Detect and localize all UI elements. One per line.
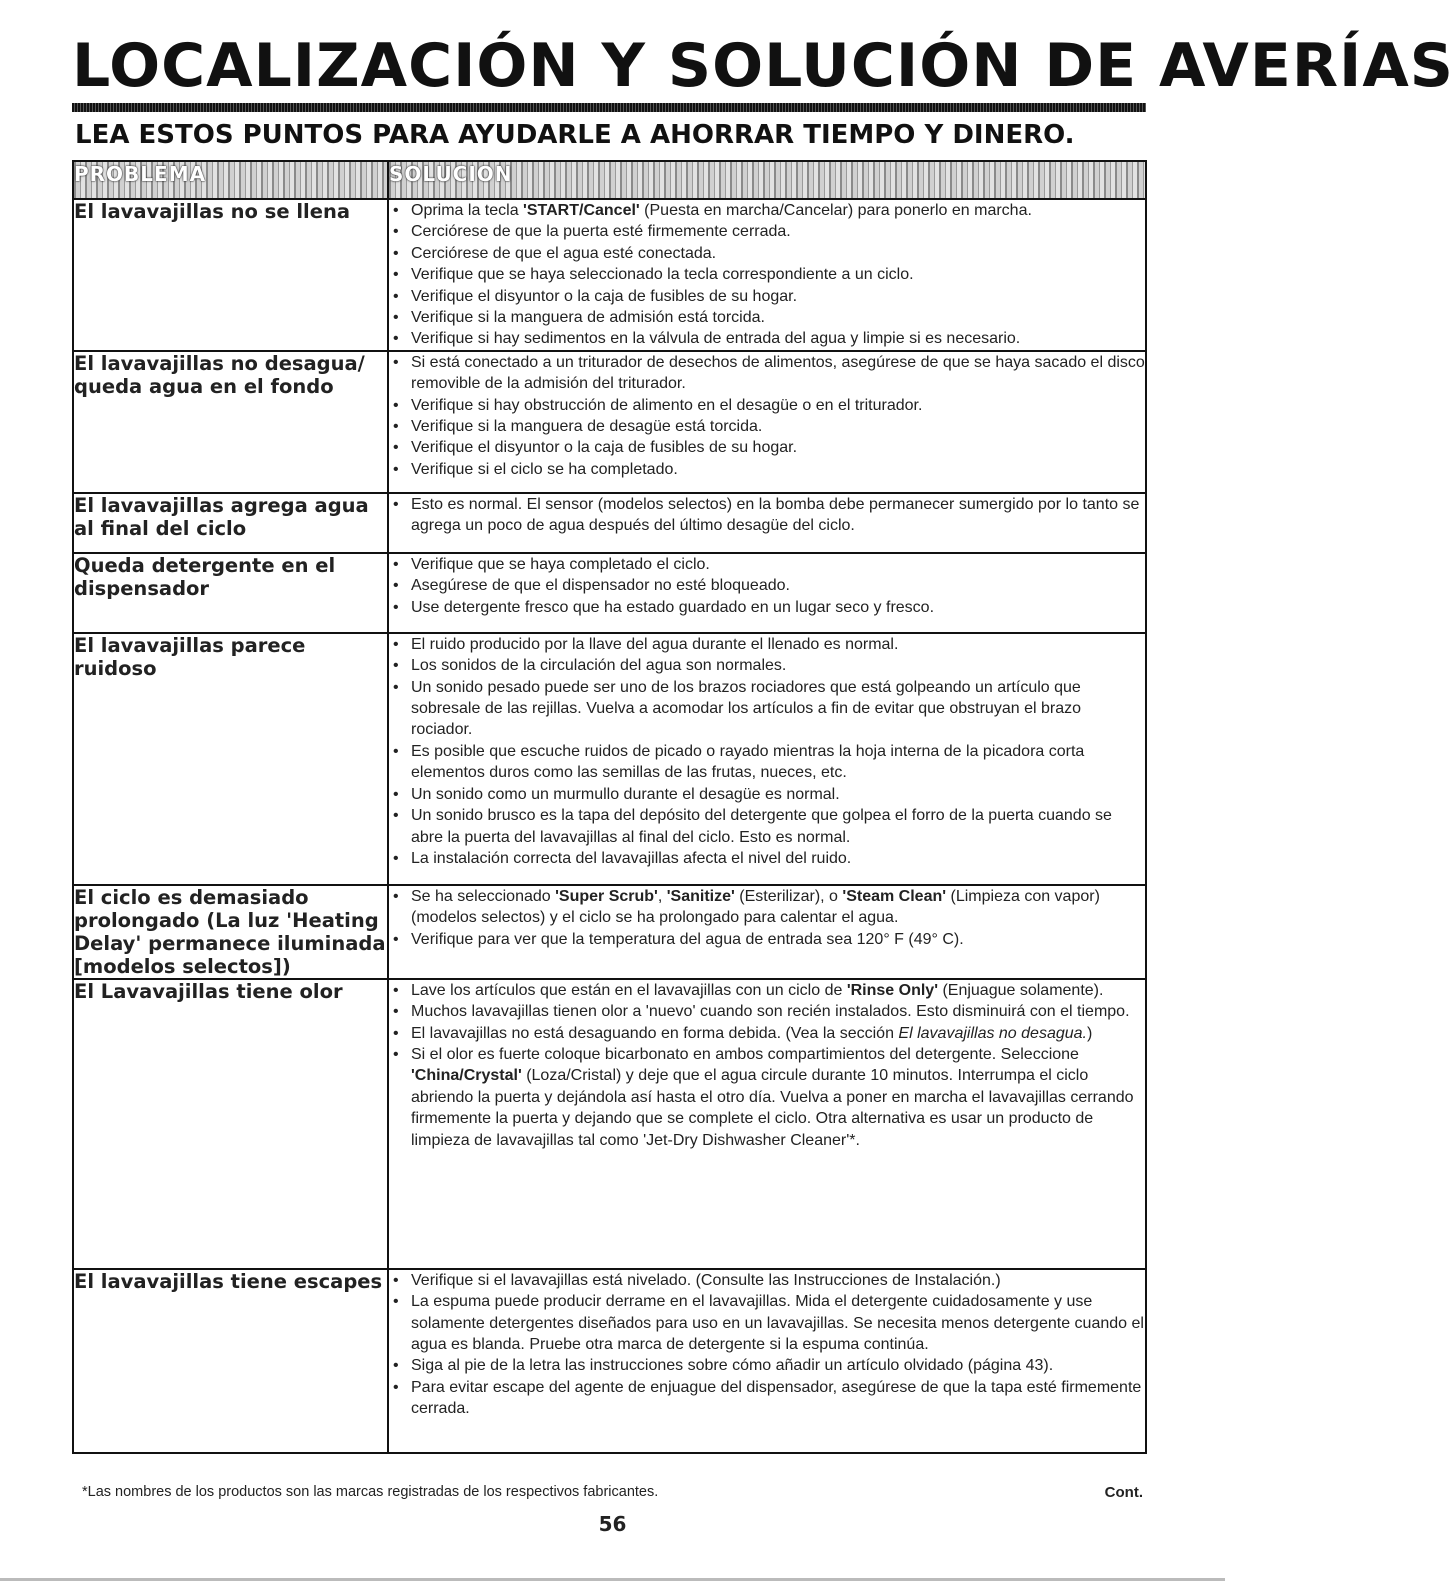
text-segment: (Enjuague solamente).	[938, 981, 1104, 999]
text-segment: El lavavajillas no está desaguando en forma debida. (Vea la sección	[411, 1024, 899, 1042]
solution-list	[389, 352, 1145, 480]
solution-list	[389, 886, 1145, 950]
text-segment: Un sonido brusco es la tapa del depósito del detergente que golpea el forro de la puerta cuando se abre la puerta del lavavajillas al final del ciclo. Esto es normal.	[411, 807, 1112, 846]
bold-text: 'Rinse Only'	[846, 981, 938, 999]
text-segment: Verifique si la manguera de admisión está torcida.	[411, 309, 765, 327]
solution-cell	[388, 351, 1146, 493]
troubleshooting-table	[72, 160, 1147, 1454]
text-segment: Siga al pie de la letra las instrucciones sobre cómo añadir un artículo olvidado (página 43).	[411, 1357, 1054, 1375]
text-segment: Asegúrese de que el dispensador no esté bloqueado.	[411, 577, 790, 595]
text-segment: Verifique que se haya seleccionado la tecla correspondiente a un ciclo.	[411, 266, 914, 284]
solution-list	[389, 554, 1145, 618]
list-item	[389, 200, 1145, 221]
list-item	[389, 243, 1145, 264]
text-segment: El ruido producido por la llave del agua durante el llenado es normal.	[411, 635, 899, 653]
list-item	[389, 980, 1145, 1001]
bold-text: 'Steam Clean'	[842, 887, 947, 905]
problem-cell: El ciclo es demasiado prolongado (La luz 'Heating Delay' permanece iluminada [modelos selectos])	[73, 885, 388, 979]
list-item	[389, 1355, 1145, 1376]
title-rule	[72, 103, 1146, 112]
list-item	[389, 1044, 1145, 1151]
solution-cell	[388, 885, 1146, 979]
table-row	[73, 493, 1146, 553]
list-item	[389, 221, 1145, 242]
list-item	[389, 494, 1145, 537]
solution-cell	[388, 1269, 1146, 1453]
text-segment: )	[1086, 1024, 1093, 1042]
text-segment: (Puesta en marcha/Cancelar) para ponerlo en marcha.	[639, 202, 1032, 219]
text-segment: Se ha seleccionado	[411, 887, 556, 905]
text-segment: Oprima la tecla	[411, 202, 524, 219]
text-segment: ,	[657, 887, 667, 905]
problem-cell: El lavavajillas no desagua/ queda agua en el fondo	[73, 351, 388, 493]
list-item	[389, 1291, 1145, 1355]
list-item	[389, 416, 1145, 437]
header-solution: SOLUCION	[388, 161, 1146, 199]
list-item	[389, 634, 1145, 655]
list-item	[389, 307, 1145, 328]
list-item	[389, 395, 1145, 416]
solution-cell	[388, 553, 1146, 633]
page-title: LOCALIZACIÓN Y SOLUCIÓN DE AVERÍAS	[72, 31, 1454, 101]
list-item	[389, 437, 1145, 458]
page-number: 56	[598, 1512, 627, 1536]
list-item	[389, 264, 1145, 285]
table-row	[73, 1269, 1146, 1453]
text-segment: Verifique para ver que la temperatura del agua de entrada sea 120° F (49° C).	[411, 930, 964, 948]
list-item	[389, 848, 1145, 869]
text-segment: (Loza/Cristal) y deje que el agua circule durante 10 minutos. Interrumpa el ciclo abriendo la puerta y dejándola así hasta el otro día. Vuelva a poner en marcha el lavavajillas cerrando firmemente la puerta y dejando que se complete el ciclo. Otra alternativa es usar un producto de limpieza de lavavajillas tal como 'Jet-Dry Dishwasher Cleaner'*.	[411, 1067, 1134, 1149]
italic-text: El lavavajillas no desagua.	[898, 1024, 1087, 1042]
text-segment: Un sonido como un murmullo durante el desagüe es normal.	[411, 785, 840, 803]
text-segment: La espuma puede producir derrame en el lavavajillas. Mida el detergente cuidadosamente y use solamente detergentes diseñados para uso en un lavavajillas. Se necesita menos detergente cuando el agua es blanda. Pruebe otra marca de detergente si la espuma continúa.	[411, 1293, 1144, 1354]
list-item	[389, 459, 1145, 480]
continued-label: Cont.	[1104, 1484, 1143, 1501]
list-item	[389, 741, 1145, 784]
text-segment: Verifique si hay sedimentos en la válvula de entrada del agua y limpie si es necesario.	[411, 330, 1021, 348]
text-segment: Los sonidos de la circulación del agua son normales.	[411, 657, 787, 675]
list-item	[389, 1270, 1145, 1291]
solution-list	[389, 1270, 1145, 1420]
solution-list	[389, 980, 1145, 1151]
list-item	[389, 655, 1145, 676]
list-item	[389, 1001, 1145, 1022]
text-segment: Verifique si el ciclo se ha completado.	[411, 460, 678, 478]
table-row	[73, 199, 1146, 351]
text-segment: Si está conectado a un triturador de desechos de alimentos, asegúrese de que se haya sacado el disco removible de la admisión del triturador.	[411, 353, 1145, 393]
text-segment: Lave los artículos que están en el lavavajillas con un ciclo de	[411, 981, 847, 999]
text-segment: Verifique que se haya completado el ciclo.	[411, 555, 710, 573]
text-segment: Si el olor es fuerte coloque bicarbonato en ambos compartimientos del detergente. Seleccione	[411, 1046, 1079, 1064]
list-item	[389, 328, 1145, 349]
text-segment: Esto es normal. El sensor (modelos selectos) en la bomba debe permanecer sumergido por lo tanto se agrega un poco de agua después del último desagüe del ciclo.	[411, 495, 1140, 535]
text-segment: (Limpieza con vapor) (modelos selectos) y el ciclo se ha prolongado para calentar el agua.	[411, 887, 1100, 927]
problem-cell: El lavavajillas parece ruidoso	[73, 633, 388, 885]
table-body	[73, 199, 1146, 1453]
list-item	[389, 286, 1145, 307]
text-segment: Cerciórese de que la puerta esté firmemente cerrada.	[411, 223, 791, 241]
list-item	[389, 554, 1145, 575]
solution-cell	[388, 199, 1146, 351]
solution-cell	[388, 979, 1146, 1269]
text-segment: Use detergente fresco que ha estado guardado en un lugar seco y fresco.	[411, 598, 935, 616]
problem-cell: El lavavajillas no se llena	[73, 199, 388, 351]
list-item	[389, 677, 1145, 741]
bold-text: 'START/Cancel'	[523, 202, 640, 219]
table-row	[73, 351, 1146, 493]
list-item	[389, 784, 1145, 805]
text-segment: Verifique si hay obstrucción de alimento en el desagüe o en el triturador.	[411, 396, 923, 414]
list-item	[389, 352, 1145, 395]
list-item	[389, 1377, 1145, 1420]
solution-list	[389, 200, 1145, 350]
bold-text: 'Sanitize'	[666, 887, 735, 905]
table-row	[73, 885, 1146, 979]
solution-cell	[388, 633, 1146, 885]
solution-cell	[388, 493, 1146, 553]
list-item	[389, 805, 1145, 848]
text-segment: Verifique el disyuntor o la caja de fusibles de su hogar.	[411, 439, 798, 457]
text-segment: (Esterilizar), o	[734, 887, 843, 905]
problem-cell: El lavavajillas tiene escapes	[73, 1269, 388, 1453]
list-item	[389, 575, 1145, 596]
text-segment: Es posible que escuche ruidos de picado o rayado mientras la hoja interna de la picadora corta elementos duros como las semillas de las frutas, nueces, etc.	[411, 742, 1085, 782]
text-segment: La instalación correcta del lavavajillas afecta el nivel del ruido.	[411, 849, 852, 867]
text-segment: Cerciórese de que el agua esté conectada.	[411, 244, 717, 262]
footnote: *Las nombres de los productos son las marcas registradas de los respectivos fabricantes.	[82, 1484, 659, 1500]
text-segment: Verifique el disyuntor o la caja de fusibles de su hogar.	[411, 287, 798, 305]
page-subtitle: LEA ESTOS PUNTOS PARA AYUDARLE A AHORRAR TIEMPO Y DINERO.	[75, 120, 1075, 150]
list-item	[389, 1023, 1145, 1044]
text-segment: Para evitar escape del agente de enjuague del dispensador, asegúrese de que la tapa esté firmemente cerrada.	[411, 1378, 1142, 1418]
table-row	[73, 553, 1146, 633]
header-problem: PROBLEMA	[73, 161, 388, 199]
problem-cell: El lavavajillas agrega agua al final del ciclo	[73, 493, 388, 553]
text-segment: Un sonido pesado puede ser uno de los brazos rociadores que está golpeando un artículo que sobresale de las rejillas. Vuelva a acomodar los artículos a fin de evitar que obstruyan el brazo rociador.	[411, 678, 1081, 739]
solution-list	[389, 634, 1145, 869]
problem-cell: Queda detergente en el dispensador	[73, 553, 388, 633]
table-row	[73, 979, 1146, 1269]
table-row	[73, 633, 1146, 885]
list-item	[389, 929, 1145, 950]
list-item	[389, 597, 1145, 618]
bold-text: 'China/Crystal'	[411, 1067, 522, 1085]
solution-list	[389, 494, 1145, 537]
list-item	[389, 886, 1145, 929]
text-segment: Muchos lavavajillas tienen olor a 'nuevo' cuando son recién instalados. Esto disminuirá con el tiempo.	[411, 1003, 1130, 1021]
text-segment: Verifique si la manguera de desagüe está torcida.	[411, 418, 763, 436]
problem-cell: El Lavavajillas tiene olor	[73, 979, 388, 1269]
page-edge	[0, 1578, 1225, 1581]
text-segment: Verifique si el lavavajillas está nivelado. (Consulte las Instrucciones de Instalación.)	[411, 1271, 1001, 1289]
bold-text: 'Super Scrub'	[555, 887, 658, 905]
